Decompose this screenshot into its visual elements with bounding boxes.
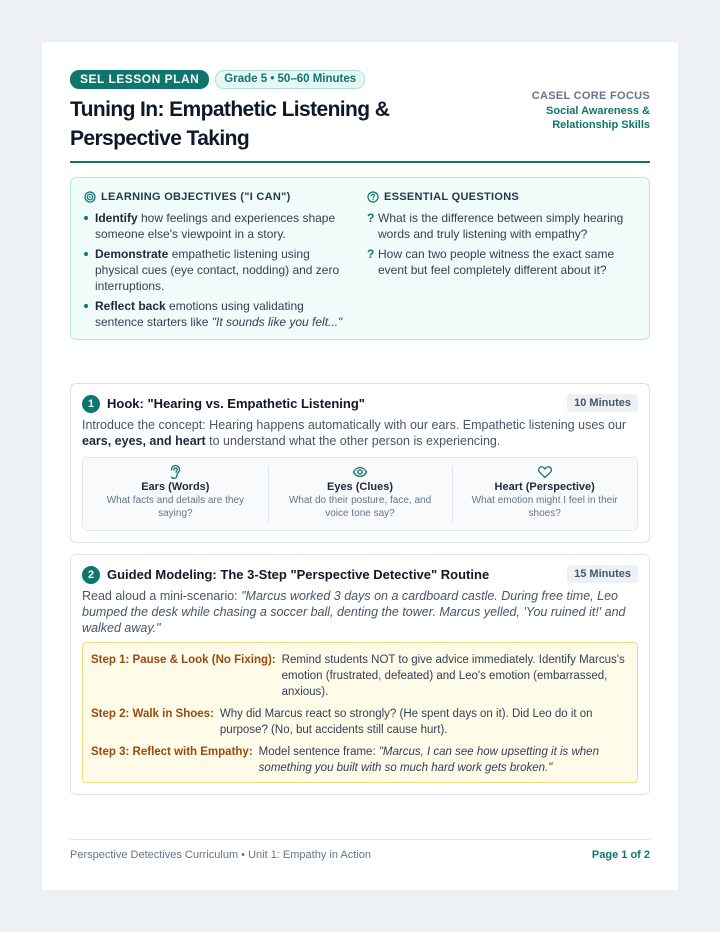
- step-item: [91, 706, 629, 738]
- step-label: Step 3: Reflect with Empathy:: [91, 746, 253, 758]
- objective-item: [84, 210, 354, 242]
- objectives-list: [84, 210, 354, 330]
- sense-description: What do their posture, face, and voice tone say?: [288, 495, 432, 519]
- hook-section: [70, 383, 650, 543]
- sense-ears: [83, 458, 268, 530]
- questions-heading: [367, 190, 637, 204]
- question-item: [367, 210, 637, 242]
- objective-text: how feelings and experiences shape someone else's viewpoint in a story.: [95, 211, 336, 241]
- question-mark: ?: [367, 247, 375, 261]
- objective-example: "It sounds like you felt...": [211, 315, 343, 329]
- grade-duration-badge: Grade 5 • 50–60 Minutes: [215, 70, 365, 89]
- step-item: [91, 744, 629, 776]
- heart-icon: [537, 464, 553, 480]
- questions-heading-text: ESSENTIAL QUESTIONS: [384, 191, 520, 203]
- questions-list: [367, 210, 637, 278]
- footer-curriculum: Perspective Detectives Curriculum • Unit 1: Empathy in Action: [70, 849, 371, 861]
- hook-text-a: Introduce the concept: Hearing happens automatically with our ears. Empathetic listening uses our: [82, 418, 627, 432]
- ear-icon: [168, 464, 182, 480]
- hook-description: [82, 417, 630, 449]
- question-mark: ?: [367, 211, 375, 225]
- sense-description: What emotion might I feel in their shoes?: [471, 495, 618, 519]
- sense-eyes: [268, 458, 453, 530]
- objectives-heading-text: LEARNING OBJECTIVES ("I CAN"): [101, 191, 291, 203]
- page-content: [70, 70, 650, 861]
- sense-title: Ears (Words): [141, 481, 210, 493]
- modeling-header: [82, 566, 638, 584]
- duration-badge: 15 Minutes: [567, 565, 638, 583]
- modeling-scenario: "Marcus worked 3 days on a cardboard castle. During free time, Leo bumped the desk while chasing a soccer ball, denting the tower. Marcus yelled, 'You ruined it!' and walked away.": [82, 589, 626, 635]
- objectives-heading: [84, 190, 354, 204]
- step-text: [259, 744, 629, 776]
- sense-title: Eyes (Clues): [326, 481, 394, 493]
- title-line-2: Perspective Taking: [70, 127, 250, 150]
- step-text: Remind students NOT to give advice immediately. Identify Marcus's emotion (frustrated, defeated) and Leo's emotion (embarrassed, anxious).: [281, 654, 625, 698]
- target-icon: [84, 191, 96, 203]
- modeling-intro: Read aloud a mini-scenario:: [82, 589, 242, 603]
- casel-focus: [532, 90, 650, 132]
- step-text-lead: Model sentence frame:: [258, 746, 379, 758]
- step-label: Step 1: Pause & Look (No Fixing):: [91, 654, 276, 666]
- section-title: Guided Modeling: The 3-Step "Perspective Detective" Routine: [107, 567, 490, 582]
- sense-heart: [452, 458, 637, 530]
- learning-objectives: [84, 190, 354, 334]
- page-number: Page 1 of 2: [591, 849, 650, 861]
- objective-verb: Identify: [95, 211, 138, 225]
- header-tags: [70, 70, 650, 89]
- objective-verb: Reflect back: [95, 299, 166, 313]
- objective-item: [84, 246, 354, 294]
- hook-text-b: to understand what the other person is experiencing.: [205, 434, 501, 448]
- page-title: [70, 95, 450, 153]
- sense-description: What facts and details are they saying?: [106, 495, 244, 519]
- step-item: [91, 652, 629, 700]
- question-text: What is the difference between simply hearing words and truly listening with empathy?: [378, 211, 624, 241]
- casel-value-line-2: Relationship Skills: [552, 119, 650, 131]
- steps-panel: [82, 642, 638, 783]
- step-text: Why did Marcus react so strongly? (He spent days on it). Did Leo do it on purpose? (No, but accidents still cause hurt).: [219, 708, 593, 736]
- sense-title: Heart (Perspective): [494, 481, 595, 493]
- eye-icon: [352, 464, 368, 480]
- casel-value-line-1: Social Awareness &: [546, 105, 650, 117]
- modeling-description: [82, 588, 630, 636]
- section-number-badge: 1: [82, 395, 100, 413]
- footer-divider: [70, 839, 650, 840]
- casel-label: CASEL CORE FOCUS: [531, 90, 650, 102]
- lesson-type-badge: SEL LESSON PLAN: [70, 70, 209, 89]
- casel-value: [532, 104, 650, 132]
- essential-questions: [367, 190, 637, 282]
- sentence-frame: "Marcus, I can see how upsetting it is when something you built with so much hard work gets broken.": [258, 746, 599, 774]
- objective-verb: Demonstrate: [95, 247, 169, 261]
- hook-header: [82, 395, 638, 413]
- step-label: Step 2: Walk in Shoes:: [91, 708, 214, 720]
- guided-modeling-section: [70, 554, 650, 795]
- objective-text: emotions using validating sentence starters like: [95, 299, 304, 329]
- hook-text-bold: ears, eyes, and heart: [82, 434, 206, 448]
- title-line-1: Tuning In: Empathetic Listening &: [70, 98, 390, 121]
- section-title: Hook: "Hearing vs. Empathetic Listening": [107, 396, 365, 411]
- question-text: How can two people witness the exact same event but feel completely different about it?: [378, 247, 615, 277]
- objective-text: empathetic listening using physical cues (eye contact, nodding) and zero interruptions.: [95, 247, 340, 293]
- listening-senses-panel: [82, 457, 638, 531]
- objective-item: [84, 298, 354, 330]
- objectives-panel: [70, 177, 650, 340]
- header-divider: [70, 161, 650, 163]
- lesson-plan-page: [42, 42, 678, 890]
- duration-badge: 10 Minutes: [567, 394, 638, 412]
- section-number-badge: 2: [82, 566, 100, 584]
- question-circle-icon: [367, 191, 379, 203]
- question-item: [367, 246, 637, 278]
